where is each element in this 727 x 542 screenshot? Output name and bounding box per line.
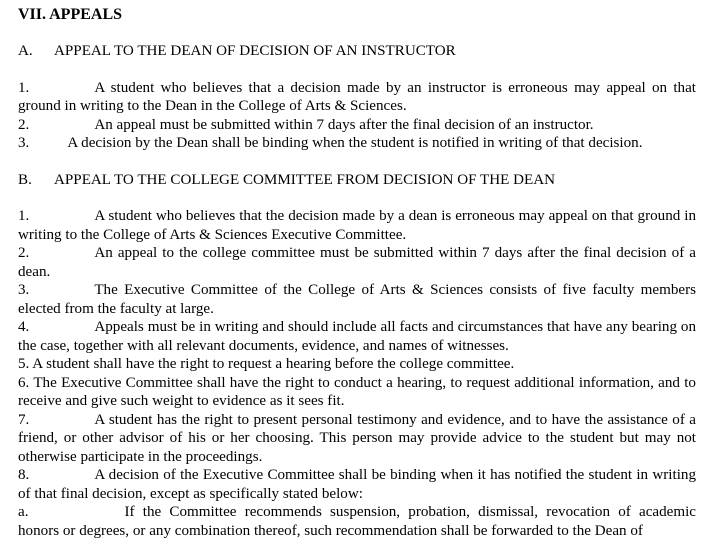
section-b-item-3 [18,281,696,318]
item-text: The Executive Committee shall have the right to conduct a hearing, to request additional information, and to receive and give such weight to evidence as it sees fit. [18,374,696,409]
item-number: 1. [18,208,30,224]
section-a-letter: A. [18,43,33,59]
document-page [18,5,696,540]
subitem-text: If the Committee recommends suspension, probation, dismissal, revocation of academic honors or degrees, or any combination thereof, such recommendation shall be forwarded to the Dean of [18,504,696,539]
item-number: 1. [18,79,30,96]
item-number: 3. [18,135,30,151]
item-text: A student has the right to present personal testimony and evidence, and to have the assistance of a friend, or other advisor of his or her choosing. This person may provide advice to the student but may not otherwise participate in the proceedings. [18,411,696,465]
item-number: 5. [18,356,30,372]
section-b-item-2 [18,244,696,281]
section-b-item-7 [18,411,696,467]
item-number: 4. [18,319,30,335]
section-b-title-line [18,171,696,190]
section-b-item-1 [18,207,696,244]
section-heading: VII. APPEALS [18,6,123,23]
item-number: 3. [18,282,30,298]
section-b-letter: B. [18,171,32,188]
section-a-title-line [18,42,696,61]
item-text: A student who believes that the decision made by a dean is erroneous may appeal on that ground in writing to the College of Arts & Sciences Executive Committee. [18,208,696,243]
item-text: An appeal to the college committee must be submitted within 7 days after the final decision of a dean. [18,245,696,280]
section-a-item-2 [18,116,696,135]
section-a-item-1 [18,79,696,116]
item-text: An appeal must be submitted within 7 days after the final decision of an instructor. [94,116,594,133]
section-b-item-6 [18,374,696,411]
item-number: 2. [18,245,30,261]
item-text: Appeals must be in writing and should include all facts and circumstances that have any bearing on the case, together with all relevant documents, evidence, and names of witnesses. [18,319,696,354]
item-number: 6. [18,374,30,391]
section-a-item-3 [18,134,696,153]
section-b-item-5 [18,355,696,374]
item-number: 2. [18,116,30,133]
section-b-title: APPEAL TO THE COLLEGE COMMITTEE FROM DECISION OF THE DEAN [54,171,556,188]
item-text: A student shall have the right to request a hearing before the college committee. [32,356,515,372]
item-number: 8. [18,467,30,483]
section-b-subitem-a [18,503,696,540]
subitem-letter: a. [18,504,29,520]
section-b-item-8 [18,466,696,503]
item-text: A decision by the Dean shall be binding when the student is notified in writing of that decision. [67,135,643,151]
section-a-title: APPEAL TO THE DEAN OF DECISION OF AN INSTRUCTOR [54,43,456,59]
item-text: The Executive Committee of the College of Arts & Sciences consists of five faculty members elected from the faculty at large. [18,282,696,317]
section-b-item-4 [18,318,696,355]
item-text: A decision of the Executive Committee shall be binding when it has notified the student in writing of that final decision, except as specifically stated below: [18,467,696,502]
item-text: A student who believes that a decision made by an instructor is erroneous may appeal on that ground in writing to the Dean in the College of Arts & Sciences. [18,79,696,114]
item-number: 7. [18,411,30,428]
